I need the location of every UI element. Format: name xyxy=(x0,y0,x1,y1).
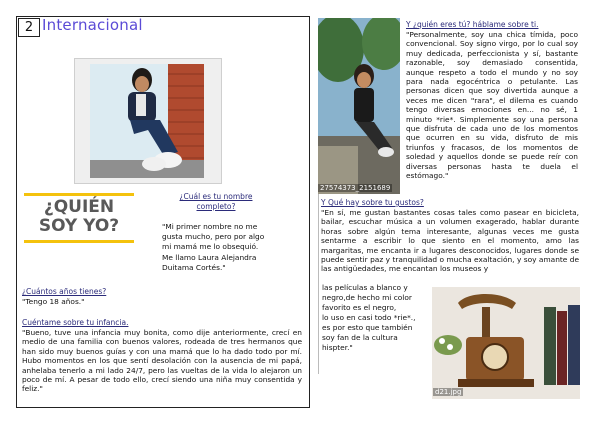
question-name: ¿Cuál es tu nombre completo? xyxy=(179,192,253,211)
question-likes: Y Qué hay sobre tu gustos? xyxy=(321,198,424,207)
answer-who: "Personalmente, soy una chica tímida, poco convencional. Soy signo virgo, por lo cual soy muy dedicada, perfeccionista y sí, bastante razonable, soy demasiado consentida, aunque respeto a todo el mundo y no soy para nada egocéntrica o petulante. Las personas dicen que soy divertida aunque a veces me dicen "rara", el dilema es cuando tengo diversas emociones en... no sé, 1 minuto *rie*. Simplemente soy una persona que disfruta de cada uno de los momentos que ocurren en su vida, disfruto de mis triunfos y fracasos, de los momentos de soledad y aquellos donde se puede reír con diversas personas hasta te duela el estómago." xyxy=(406,30,578,181)
photo-caption-2: d21.jpg xyxy=(435,388,462,396)
phone-illustration xyxy=(432,287,580,399)
likes-line: lo uso en casi todo *rie*., xyxy=(322,313,416,322)
likes-line: soy fan de la cultura xyxy=(322,333,398,342)
page-number: 2 xyxy=(18,18,40,37)
likes-line: hispter." xyxy=(322,343,353,352)
question-childhood: Cuéntame sobre tu infancia. xyxy=(22,318,129,327)
answer-childhood: "Bueno, tuve una infancia muy bonita, como dije anteriormente, crecí en medio de una familia con buenos valores, rodeada de tres hermanos que han sido muy buenos guías y con una mamá que lo ha dado todo por mí. Hubo momentos en los que sentí desolación con la ausencia de mi papá, anhelaba tenerlo a mi lado 24/7, pero las vueltas de la vida lo alejaron un poco de mí. A pesar de todo ello, crecí siendo una niña muy consentida y feliz." xyxy=(22,328,302,394)
likes-line: negro,de hecho mi color xyxy=(322,293,412,302)
likes-line: favorito es el negro, xyxy=(322,303,397,312)
portrait-photo xyxy=(90,64,204,178)
photo-caption-1: 27574373_2151689 xyxy=(320,184,391,192)
portrait-illustration xyxy=(90,64,204,178)
answer-likes: "En sí, me gustan bastantes cosas tales como pasear en bicicleta, bailar, escuchar música a un volumen exagerado, hablar durante horas sobre algún tema interesante, algunas veces me gusta sentarme a escribir lo que siento en el momento, amo las margaritas, me encanta ir a lugares desconocidos, lugares donde se puede sentir paz y tranquilidad o mucha exaltación, y soy amante de las antigüedades, me encantan los museos y xyxy=(321,208,579,274)
answer-likes-cont xyxy=(322,283,430,353)
question-age: ¿Cuántos años tienes? xyxy=(22,287,107,296)
question-who: Y ¿quién eres tú? háblame sobre ti. xyxy=(406,20,539,29)
photo-antique-phone xyxy=(432,287,580,399)
headline-bar-bottom xyxy=(24,240,134,243)
photo-illustration xyxy=(318,18,400,194)
photo-girl-railing xyxy=(318,18,400,194)
headline: ¿QUIÉN SOY YO? xyxy=(38,197,120,236)
column-divider xyxy=(318,194,319,374)
answer-age: "Tengo 18 años." xyxy=(22,297,85,306)
section-title: Internacional xyxy=(42,16,143,34)
likes-line: las películas a blanco y xyxy=(322,283,408,292)
answer-name: "Mi primer nombre no me gusta mucho, pero por algo mi mamá me lo obsequió. Me llamo Laura Alejandra Duitama Cortés." xyxy=(162,222,265,272)
likes-line: es por esto que también xyxy=(322,323,413,332)
headline-bar-top xyxy=(24,193,134,196)
